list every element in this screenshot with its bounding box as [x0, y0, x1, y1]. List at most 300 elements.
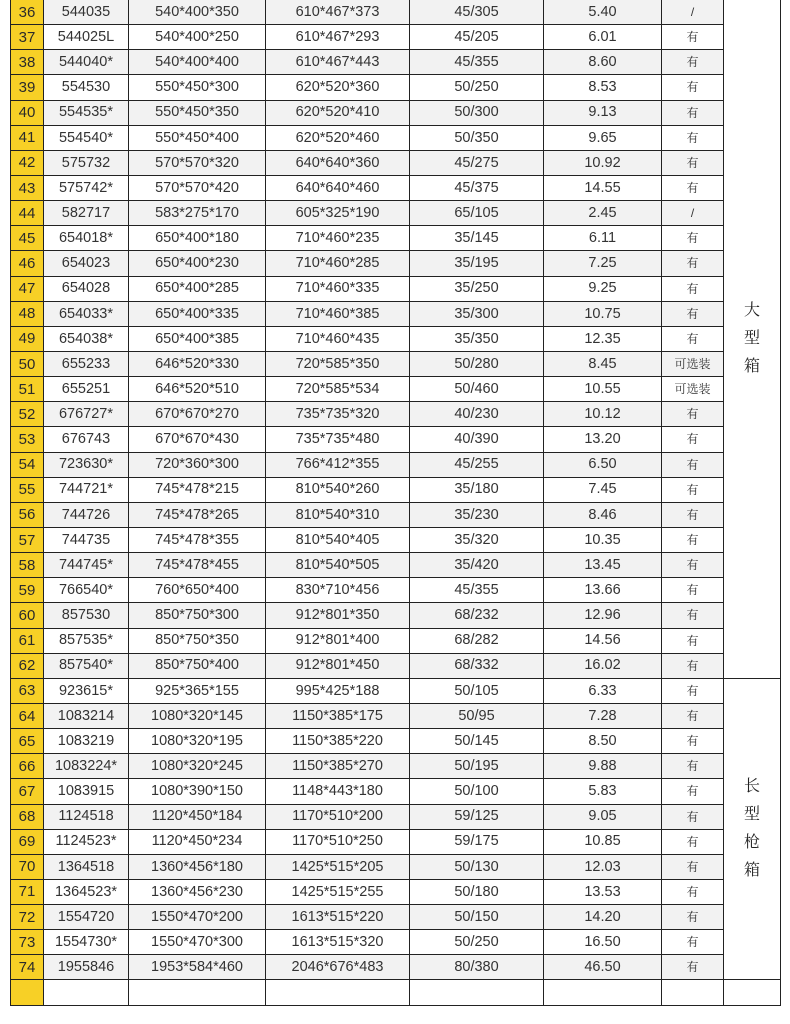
inner-size-cell: 850*750*400 — [129, 653, 266, 678]
weight-cell: 7.28 — [544, 703, 662, 728]
category-label-char: 枪 — [743, 834, 760, 852]
outer-size-cell: 610*467*373 — [266, 0, 410, 25]
outer-size-cell: 1148*443*180 — [266, 779, 410, 804]
empty-cell — [544, 980, 662, 1005]
lid-base-depth-cell: 80/380 — [410, 955, 544, 980]
model-cell: 744721* — [44, 477, 129, 502]
outer-size-cell: 810*540*310 — [266, 502, 410, 527]
empty-cell — [410, 980, 544, 1005]
lid-base-depth-cell: 50/100 — [410, 779, 544, 804]
table-row — [11, 477, 781, 502]
inner-size-cell: 650*400*180 — [129, 226, 266, 251]
weight-cell: 8.46 — [544, 502, 662, 527]
model-cell: 1124518 — [44, 804, 129, 829]
row-number: 38 — [11, 50, 44, 75]
caster-cell: 有 — [662, 527, 724, 552]
table-row — [11, 351, 781, 376]
caster-cell: 有 — [662, 553, 724, 578]
table-row — [11, 175, 781, 200]
inner-size-cell: 1120*450*184 — [129, 804, 266, 829]
caster-cell: 有 — [662, 829, 724, 854]
table-row — [11, 930, 781, 955]
caster-cell: 有 — [662, 427, 724, 452]
table-row — [11, 578, 781, 603]
caster-cell: 有 — [662, 150, 724, 175]
row-number: 65 — [11, 729, 44, 754]
model-cell: 654033* — [44, 301, 129, 326]
outer-size-cell: 810*540*260 — [266, 477, 410, 502]
inner-size-cell: 540*400*350 — [129, 0, 266, 25]
row-number: 72 — [11, 905, 44, 930]
lid-base-depth-cell: 50/145 — [410, 729, 544, 754]
caster-cell: / — [662, 0, 724, 25]
row-number: 55 — [11, 477, 44, 502]
lid-base-depth-cell: 35/420 — [410, 553, 544, 578]
table-row — [11, 628, 781, 653]
caster-cell: 有 — [662, 930, 724, 955]
outer-size-cell: 766*412*355 — [266, 452, 410, 477]
lid-base-depth-cell: 50/460 — [410, 377, 544, 402]
table-row — [11, 452, 781, 477]
lid-base-depth-cell: 45/305 — [410, 0, 544, 25]
inner-size-cell: 583*275*170 — [129, 201, 266, 226]
caster-cell: 可选装 — [662, 377, 724, 402]
weight-cell: 12.96 — [544, 603, 662, 628]
inner-size-cell: 670*670*270 — [129, 402, 266, 427]
caster-cell: 有 — [662, 50, 724, 75]
empty-cell — [44, 980, 129, 1005]
lid-base-depth-cell: 59/175 — [410, 829, 544, 854]
model-cell: 1083224* — [44, 754, 129, 779]
weight-cell: 8.50 — [544, 729, 662, 754]
inner-size-cell: 540*400*250 — [129, 25, 266, 50]
table-row — [11, 100, 781, 125]
outer-size-cell: 1613*515*320 — [266, 930, 410, 955]
lid-base-depth-cell: 35/250 — [410, 276, 544, 301]
lid-base-depth-cell: 50/150 — [410, 905, 544, 930]
lid-base-depth-cell: 50/250 — [410, 75, 544, 100]
inner-size-cell: 745*478*215 — [129, 477, 266, 502]
category-cell — [724, 678, 781, 980]
weight-cell: 10.75 — [544, 301, 662, 326]
weight-cell: 6.33 — [544, 678, 662, 703]
inner-size-cell: 850*750*350 — [129, 628, 266, 653]
table-row — [11, 226, 781, 251]
model-cell: 676743 — [44, 427, 129, 452]
caster-cell: 有 — [662, 779, 724, 804]
outer-size-cell: 1170*510*200 — [266, 804, 410, 829]
table-row — [11, 653, 781, 678]
row-number: 56 — [11, 502, 44, 527]
lid-base-depth-cell: 35/180 — [410, 477, 544, 502]
caster-cell: 有 — [662, 879, 724, 904]
outer-size-cell: 710*460*235 — [266, 226, 410, 251]
inner-size-cell: 745*478*355 — [129, 527, 266, 552]
inner-size-cell: 540*400*400 — [129, 50, 266, 75]
weight-cell: 5.83 — [544, 779, 662, 804]
inner-size-cell: 646*520*330 — [129, 351, 266, 376]
inner-size-cell: 760*650*400 — [129, 578, 266, 603]
caster-cell: 有 — [662, 678, 724, 703]
category-label-char: 型 — [743, 329, 760, 347]
inner-size-cell: 1550*470*300 — [129, 930, 266, 955]
lid-base-depth-cell: 45/355 — [410, 578, 544, 603]
table-row — [11, 0, 781, 25]
table-row — [11, 678, 781, 703]
table-row — [11, 854, 781, 879]
inner-size-cell: 1080*320*145 — [129, 703, 266, 728]
lid-base-depth-cell: 50/105 — [410, 678, 544, 703]
lid-base-depth-cell: 50/130 — [410, 854, 544, 879]
outer-size-cell: 710*460*385 — [266, 301, 410, 326]
table-row — [11, 879, 781, 904]
caster-cell: 有 — [662, 226, 724, 251]
outer-size-cell: 620*520*360 — [266, 75, 410, 100]
model-cell: 575742* — [44, 175, 129, 200]
model-cell: 723630* — [44, 452, 129, 477]
model-cell: 744726 — [44, 502, 129, 527]
outer-size-cell: 1425*515*255 — [266, 879, 410, 904]
weight-cell: 7.25 — [544, 251, 662, 276]
row-number: 73 — [11, 930, 44, 955]
inner-size-cell: 1080*320*245 — [129, 754, 266, 779]
model-cell: 582717 — [44, 201, 129, 226]
outer-size-cell: 710*460*335 — [266, 276, 410, 301]
inner-size-cell: 550*450*350 — [129, 100, 266, 125]
caster-cell: 有 — [662, 628, 724, 653]
row-number: 37 — [11, 25, 44, 50]
row-number: 66 — [11, 754, 44, 779]
inner-size-cell: 650*400*335 — [129, 301, 266, 326]
weight-cell: 8.60 — [544, 50, 662, 75]
category-label-char: 型 — [743, 806, 760, 824]
model-cell: 654018* — [44, 226, 129, 251]
model-cell: 544025L — [44, 25, 129, 50]
lid-base-depth-cell: 45/275 — [410, 150, 544, 175]
row-number: 54 — [11, 452, 44, 477]
inner-size-cell: 720*360*300 — [129, 452, 266, 477]
weight-cell: 13.66 — [544, 578, 662, 603]
row-number: 43 — [11, 175, 44, 200]
table-row — [11, 829, 781, 854]
inner-size-cell: 550*450*400 — [129, 125, 266, 150]
inner-size-cell: 850*750*300 — [129, 603, 266, 628]
model-cell: 1083214 — [44, 703, 129, 728]
lid-base-depth-cell: 40/230 — [410, 402, 544, 427]
model-cell: 766540* — [44, 578, 129, 603]
outer-size-cell: 720*585*534 — [266, 377, 410, 402]
table-row — [11, 729, 781, 754]
weight-cell: 7.45 — [544, 477, 662, 502]
inner-size-cell: 650*400*285 — [129, 276, 266, 301]
inner-size-cell: 745*478*455 — [129, 553, 266, 578]
caster-cell: 有 — [662, 100, 724, 125]
inner-size-cell: 670*670*430 — [129, 427, 266, 452]
inner-size-cell: 550*450*300 — [129, 75, 266, 100]
caster-cell: 有 — [662, 804, 724, 829]
outer-size-cell: 640*640*360 — [266, 150, 410, 175]
inner-size-cell: 745*478*265 — [129, 502, 266, 527]
caster-cell: 有 — [662, 276, 724, 301]
model-cell: 544040* — [44, 50, 129, 75]
model-cell: 1554730* — [44, 930, 129, 955]
weight-cell: 2.45 — [544, 201, 662, 226]
row-number: 39 — [11, 75, 44, 100]
row-number: 63 — [11, 678, 44, 703]
weight-cell: 8.45 — [544, 351, 662, 376]
outer-size-cell: 1613*515*220 — [266, 905, 410, 930]
caster-cell: 可选装 — [662, 351, 724, 376]
table-row — [11, 603, 781, 628]
lid-base-depth-cell: 68/332 — [410, 653, 544, 678]
inner-size-cell: 1080*320*195 — [129, 729, 266, 754]
weight-cell: 9.88 — [544, 754, 662, 779]
row-number: 53 — [11, 427, 44, 452]
weight-cell: 10.92 — [544, 150, 662, 175]
model-cell: 554530 — [44, 75, 129, 100]
weight-cell: 10.55 — [544, 377, 662, 402]
outer-size-cell: 610*467*293 — [266, 25, 410, 50]
outer-size-cell: 995*425*188 — [266, 678, 410, 703]
row-number: 52 — [11, 402, 44, 427]
inner-size-cell: 1953*584*460 — [129, 955, 266, 980]
caster-cell: 有 — [662, 703, 724, 728]
row-number: 41 — [11, 125, 44, 150]
row-number: 40 — [11, 100, 44, 125]
caster-cell: 有 — [662, 955, 724, 980]
row-number: 62 — [11, 653, 44, 678]
row-number: 44 — [11, 201, 44, 226]
inner-size-cell: 650*400*230 — [129, 251, 266, 276]
row-number: 42 — [11, 150, 44, 175]
category-label-char: 长 — [743, 778, 760, 796]
outer-size-cell: 2046*676*483 — [266, 955, 410, 980]
weight-cell: 6.11 — [544, 226, 662, 251]
caster-cell: 有 — [662, 905, 724, 930]
model-cell: 1955846 — [44, 955, 129, 980]
empty-cell — [662, 980, 724, 1005]
inner-size-cell: 1360*456*180 — [129, 854, 266, 879]
model-cell: 655233 — [44, 351, 129, 376]
model-cell: 654038* — [44, 326, 129, 351]
lid-base-depth-cell: 59/125 — [410, 804, 544, 829]
empty-cell — [11, 980, 44, 1005]
inner-size-cell: 925*365*155 — [129, 678, 266, 703]
row-number: 51 — [11, 377, 44, 402]
model-cell: 1083915 — [44, 779, 129, 804]
table-row — [11, 251, 781, 276]
row-number: 61 — [11, 628, 44, 653]
outer-size-cell: 912*801*400 — [266, 628, 410, 653]
table-row — [11, 427, 781, 452]
table-row — [11, 754, 781, 779]
weight-cell: 6.50 — [544, 452, 662, 477]
row-number: 64 — [11, 703, 44, 728]
model-cell: 1364518 — [44, 854, 129, 879]
lid-base-depth-cell: 40/390 — [410, 427, 544, 452]
lid-base-depth-cell: 35/350 — [410, 326, 544, 351]
caster-cell: 有 — [662, 251, 724, 276]
table-row — [11, 779, 781, 804]
caster-cell: 有 — [662, 25, 724, 50]
model-cell: 1083219 — [44, 729, 129, 754]
table-row — [11, 527, 781, 552]
weight-cell: 14.20 — [544, 905, 662, 930]
model-cell: 676727* — [44, 402, 129, 427]
lid-base-depth-cell: 45/355 — [410, 50, 544, 75]
model-cell: 654028 — [44, 276, 129, 301]
model-cell: 1364523* — [44, 879, 129, 904]
model-cell: 554540* — [44, 125, 129, 150]
table-row — [11, 955, 781, 980]
empty-cell — [724, 980, 781, 1005]
caster-cell: 有 — [662, 326, 724, 351]
table-row — [11, 276, 781, 301]
outer-size-cell: 1150*385*175 — [266, 703, 410, 728]
lid-base-depth-cell: 35/230 — [410, 502, 544, 527]
row-number: 36 — [11, 0, 44, 25]
row-number: 70 — [11, 854, 44, 879]
model-cell: 857535* — [44, 628, 129, 653]
weight-cell: 9.13 — [544, 100, 662, 125]
empty-cell — [129, 980, 266, 1005]
inner-size-cell: 646*520*510 — [129, 377, 266, 402]
inner-size-cell: 1080*390*150 — [129, 779, 266, 804]
table-row — [11, 402, 781, 427]
caster-cell: 有 — [662, 729, 724, 754]
weight-cell: 10.85 — [544, 829, 662, 854]
outer-size-cell: 735*735*480 — [266, 427, 410, 452]
row-number: 74 — [11, 955, 44, 980]
model-cell: 857540* — [44, 653, 129, 678]
weight-cell: 14.55 — [544, 175, 662, 200]
caster-cell: 有 — [662, 653, 724, 678]
row-number: 71 — [11, 879, 44, 904]
model-cell: 857530 — [44, 603, 129, 628]
inner-size-cell: 1550*470*200 — [129, 905, 266, 930]
model-cell: 923615* — [44, 678, 129, 703]
caster-cell: / — [662, 201, 724, 226]
table-row — [11, 125, 781, 150]
lid-base-depth-cell: 50/250 — [410, 930, 544, 955]
row-number: 49 — [11, 326, 44, 351]
category-label-char: 箱 — [743, 862, 760, 880]
row-number: 46 — [11, 251, 44, 276]
table-row — [11, 25, 781, 50]
row-number: 45 — [11, 226, 44, 251]
lid-base-depth-cell: 45/205 — [410, 25, 544, 50]
outer-size-cell: 640*640*460 — [266, 175, 410, 200]
outer-size-cell: 610*467*443 — [266, 50, 410, 75]
outer-size-cell: 830*710*456 — [266, 578, 410, 603]
caster-cell: 有 — [662, 402, 724, 427]
empty-cell — [266, 980, 410, 1005]
weight-cell: 14.56 — [544, 628, 662, 653]
lid-base-depth-cell: 45/255 — [410, 452, 544, 477]
lid-base-depth-cell: 50/350 — [410, 125, 544, 150]
weight-cell: 9.25 — [544, 276, 662, 301]
caster-cell: 有 — [662, 502, 724, 527]
weight-cell: 10.35 — [544, 527, 662, 552]
weight-cell: 5.40 — [544, 0, 662, 25]
table-row — [11, 804, 781, 829]
outer-size-cell: 1425*515*205 — [266, 854, 410, 879]
weight-cell: 16.50 — [544, 930, 662, 955]
lid-base-depth-cell: 50/180 — [410, 879, 544, 904]
table-row — [11, 502, 781, 527]
weight-cell: 46.50 — [544, 955, 662, 980]
weight-cell: 8.53 — [544, 75, 662, 100]
table-row — [11, 301, 781, 326]
weight-cell: 9.65 — [544, 125, 662, 150]
outer-size-cell: 605*325*190 — [266, 201, 410, 226]
lid-base-depth-cell: 50/300 — [410, 100, 544, 125]
caster-cell: 有 — [662, 603, 724, 628]
inner-size-cell: 570*570*320 — [129, 150, 266, 175]
outer-size-cell: 810*540*505 — [266, 553, 410, 578]
category-cell — [724, 0, 781, 678]
lid-base-depth-cell: 68/232 — [410, 603, 544, 628]
caster-cell: 有 — [662, 854, 724, 879]
weight-cell: 12.35 — [544, 326, 662, 351]
model-cell: 744735 — [44, 527, 129, 552]
inner-size-cell: 1120*450*234 — [129, 829, 266, 854]
product-spec-table — [10, 0, 781, 1006]
table-row — [11, 150, 781, 175]
row-number: 67 — [11, 779, 44, 804]
inner-size-cell: 650*400*385 — [129, 326, 266, 351]
outer-size-cell: 912*801*350 — [266, 603, 410, 628]
lid-base-depth-cell: 50/280 — [410, 351, 544, 376]
caster-cell: 有 — [662, 754, 724, 779]
outer-size-cell: 710*460*285 — [266, 251, 410, 276]
outer-size-cell: 710*460*435 — [266, 326, 410, 351]
caster-cell: 有 — [662, 301, 724, 326]
weight-cell: 13.45 — [544, 553, 662, 578]
table-row — [11, 377, 781, 402]
caster-cell: 有 — [662, 477, 724, 502]
row-number: 69 — [11, 829, 44, 854]
lid-base-depth-cell: 65/105 — [410, 201, 544, 226]
outer-size-cell: 1150*385*270 — [266, 754, 410, 779]
table-row-partial — [11, 980, 781, 1005]
category-label-char: 箱 — [743, 357, 760, 375]
weight-cell: 16.02 — [544, 653, 662, 678]
row-number: 47 — [11, 276, 44, 301]
model-cell: 1554720 — [44, 905, 129, 930]
lid-base-depth-cell: 35/145 — [410, 226, 544, 251]
row-number: 58 — [11, 553, 44, 578]
weight-cell: 9.05 — [544, 804, 662, 829]
caster-cell: 有 — [662, 75, 724, 100]
outer-size-cell: 1150*385*220 — [266, 729, 410, 754]
model-cell: 544035 — [44, 0, 129, 25]
weight-cell: 12.03 — [544, 854, 662, 879]
outer-size-cell: 620*520*410 — [266, 100, 410, 125]
weight-cell: 13.53 — [544, 879, 662, 904]
lid-base-depth-cell: 50/195 — [410, 754, 544, 779]
inner-size-cell: 1360*456*230 — [129, 879, 266, 904]
caster-cell: 有 — [662, 452, 724, 477]
lid-base-depth-cell: 35/195 — [410, 251, 544, 276]
row-number: 60 — [11, 603, 44, 628]
model-cell: 575732 — [44, 150, 129, 175]
outer-size-cell: 1170*510*250 — [266, 829, 410, 854]
lid-base-depth-cell: 68/282 — [410, 628, 544, 653]
inner-size-cell: 570*570*420 — [129, 175, 266, 200]
weight-cell: 13.20 — [544, 427, 662, 452]
caster-cell: 有 — [662, 175, 724, 200]
